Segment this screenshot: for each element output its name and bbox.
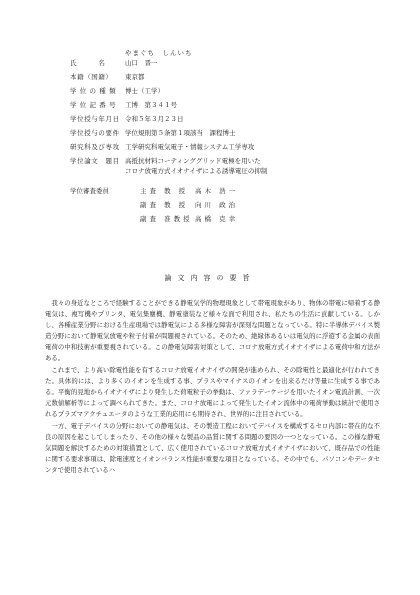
examiner-label: 学位審査委員	[70, 187, 109, 195]
section-heading: 論文内容の要旨	[164, 274, 256, 282]
field-label: 本籍（国籍）	[70, 73, 113, 81]
field-label: 学 位 の 種 類	[70, 87, 117, 95]
field-row	[70, 142, 370, 152]
paragraph: 我々の身近なところで経験することができる静電気学的物理現象として帯電現象があり、物体の帯電に帰着する静電気は、複写機やプリンタ、電気集塵機、静電塗装など様々な面で利用され、私たちの生活に貢献している。しかし、各種産業分野における生産現場では静電気による多様な障害が深刻な問題となっている。特に半導体デバイス製造分野において静電気放電や粒子付着が問題視されている。そのため、絶縁体あるいは電気的に浮遊する金属の表面電荷の中和技術が重要視されている。この静電気障害対策として、コロナ放電方式イオナイザによる電荷中和方法がある。	[45, 299, 380, 362]
examiner-list	[70, 186, 250, 228]
field-row	[70, 58, 370, 68]
thesis-title-line: 高抵抗材料コーティンググリッド電極を用いた	[125, 157, 261, 165]
field-row	[70, 114, 370, 124]
field-label: 氏 名	[70, 59, 106, 67]
field-row	[70, 86, 370, 96]
field-label: 学位授与年月日	[70, 115, 120, 123]
examiner-role: 主査 教 授	[140, 187, 189, 195]
field-value: 学位規則第５条第１項該当 課程博士	[125, 129, 236, 137]
examiner-row	[70, 200, 250, 210]
thesis-title-row	[70, 156, 370, 176]
field-row	[70, 72, 370, 82]
field-label: 学 位 記 番 号	[70, 101, 117, 109]
thesis-title-line: コロナ放電方式イオナイザによる誘導電圧の抑制	[125, 167, 268, 175]
field-value: 工学研究科電気電子・情報システム工学専攻	[125, 143, 255, 151]
field-row	[70, 128, 370, 138]
field-value: 博士（工学）	[125, 87, 164, 95]
name-reading: やまぐち しんいち	[125, 49, 193, 57]
examiner-name: 高橋 克幸	[195, 215, 239, 223]
field-value: 工博 第３４１号	[125, 101, 177, 109]
thesis-label: 学位論文 題目	[70, 157, 120, 165]
examiner-role: 副査 准教授	[140, 215, 193, 223]
examiner-name: 高木 浩一	[195, 187, 239, 195]
field-label: 学位授与の要件	[70, 129, 120, 137]
examiner-name: 向川 政治	[195, 201, 239, 209]
examiner-row	[70, 186, 250, 196]
field-row	[70, 100, 370, 110]
examiner-row	[70, 214, 250, 224]
field-value: 山口 晋一	[125, 59, 158, 67]
field-value: 東京都	[125, 73, 145, 81]
paragraph: 一方、電子デバイスの分野においての静電気は、その製造工程においてデバイスを構成するセロ内部に帯在的な不良の原因を起こしてしまったり、その他の様々な製品の品質に関する問題の要因の一つとなっている。この様な静電気問題を解決するための対策措置として、広く使用されているコロナ放電方式イオナイザにおいて、既存品での性能に関する要求事項は、除電速度とイオンバランス性能が重要な項目となっている。その中でも、パソコンやデータセンタで使用されているハ	[45, 422, 380, 474]
abstract-body	[45, 298, 380, 477]
degree-info-table	[70, 58, 370, 180]
paragraph: これまで、より高い除電性能を有するコロナ放電イオナイザの開発が進められ、その除電性と最適化が行われてきた。具体的には、より多くのイオンを生成する事、プラスやマイナスのイオンを出来るだけ等量に生成する事である。平衡的見地からイオナイザにより発生した荷電粒子の挙動は、ファラデーケージを用いたイオン電流計測、一次元数値解析等によって調べられてきた。また、コロナ放電によって発生したイオン流体中の電荷挙動は統計で使用されるプラズマアクチュエータのような工業的応用にも期待され、世界的に注目されている。	[45, 366, 380, 418]
field-value: 令和５年３月２３日	[125, 115, 184, 123]
examiner-role: 副査 教 授	[140, 201, 189, 209]
thesis-title	[125, 156, 370, 176]
field-label: 研究科及び専攻	[70, 143, 120, 151]
